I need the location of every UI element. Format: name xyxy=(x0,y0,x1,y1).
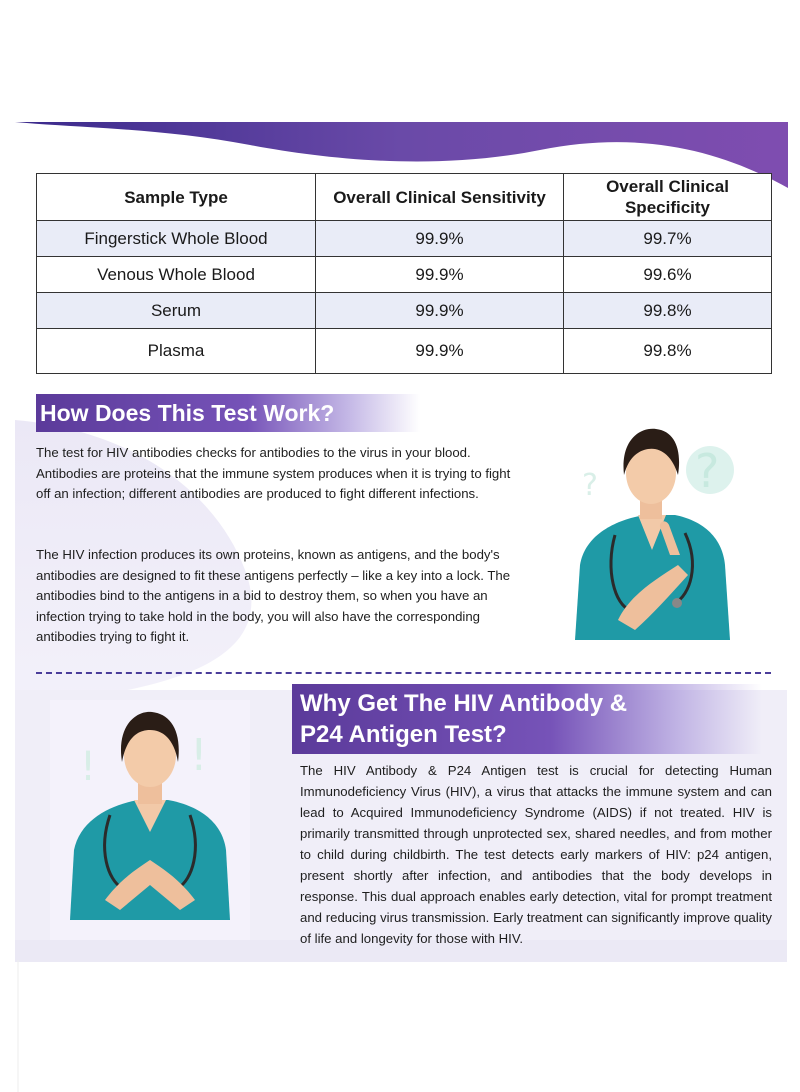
section-title-why-get-test xyxy=(292,684,762,754)
thinking-nurse-image xyxy=(560,415,745,640)
how-it-works-paragraph-2: The HIV infection produces its own proteins, known as antigens, and the body's antibodies are designed to fit these antigens perfectly – like a key into a lock. The antibodies bind to the antigens in a bid to destroy them, so when you have an infection trying to take hold in the body, you will also have the corresponding antibodies trying to fight it. xyxy=(36,547,511,644)
cell-sensitivity: 99.9% xyxy=(316,221,564,257)
table-row xyxy=(37,221,772,257)
cell-sensitivity: 99.9% xyxy=(316,257,564,293)
table-row xyxy=(37,293,772,329)
cell-specificity: 99.8% xyxy=(564,293,772,329)
cell-sample: Plasma xyxy=(37,329,316,374)
svg-text:!: ! xyxy=(80,744,97,790)
cell-specificity: 99.6% xyxy=(564,257,772,293)
cell-sample: Serum xyxy=(37,293,316,329)
svg-text:?: ? xyxy=(695,444,720,498)
title-line-2: P24 Antigen Test? xyxy=(300,721,507,748)
table-row xyxy=(37,257,772,293)
cell-specificity: 99.7% xyxy=(564,221,772,257)
title-line-1: Why Get The HIV Antibody & xyxy=(300,690,628,717)
cell-sample: Fingerstick Whole Blood xyxy=(37,221,316,257)
table-row xyxy=(37,329,772,374)
concerned-nurse-image xyxy=(50,700,250,940)
header-sample-type: Sample Type xyxy=(37,174,316,221)
why-get-test-paragraph: The HIV Antibody & P24 Antigen test is crucial for detecting Human Immunodeficiency Virus (HIV), a virus that attacks the immune system and can lead to Acquired Immunodeficiency Syndrome (AIDS) if not treated. HIV is primarily transmitted through unprotected sex, shared needles, and from mother to child during childbirth. The test detects early markers of HIV: p24 antigen, present shortly after infection, and antibodies that the body develops in response. This dual approach enables early detection, vital for prompt treatment and reducing virus transmission. Early treatment can significantly improve quality of life and longevity for those with HIV. xyxy=(300,763,772,946)
cell-sample: Venous Whole Blood xyxy=(37,257,316,293)
header-sensitivity: Overall Clinical Sensitivity xyxy=(316,174,564,221)
svg-text:?: ? xyxy=(582,468,598,503)
cell-sensitivity: 99.9% xyxy=(316,329,564,374)
specification-table xyxy=(36,173,772,374)
svg-text:!: ! xyxy=(190,730,208,781)
cell-specificity: 99.8% xyxy=(564,329,772,374)
header-specificity: Overall Clinical Specificity xyxy=(564,174,772,221)
section-divider xyxy=(36,672,771,674)
how-it-works-paragraph-1: The test for HIV antibodies checks for antibodies to the virus in your blood. Antibodies are proteins that the immune system produces when it is trying to fight off an infection; different antibodies are produced to fight different infections. xyxy=(36,445,511,501)
cell-sensitivity: 99.9% xyxy=(316,293,564,329)
table-header-row xyxy=(37,174,772,221)
section-title-how-it-works: How Does This Test Work? xyxy=(36,394,420,432)
